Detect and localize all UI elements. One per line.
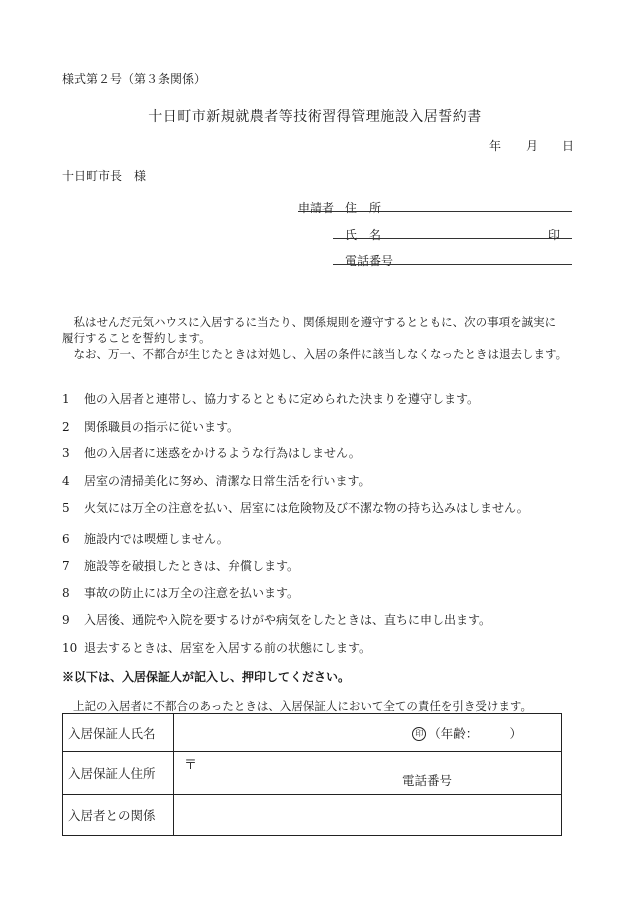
guarantor-address-field[interactable] — [174, 752, 562, 795]
item-number: 4 — [62, 474, 70, 488]
postal-mark-icon: 〒 — [184, 758, 198, 773]
guarantor-relation-field[interactable] — [174, 795, 562, 836]
table-row — [63, 795, 562, 836]
item-number: 10 — [62, 641, 78, 655]
guarantor-name-label: 入居保証人氏名 — [63, 714, 174, 752]
item-text: 事故の防止には万全の注意を払います。 — [84, 586, 300, 600]
list-item — [62, 472, 371, 489]
item-text: 施設等を破損したときは、弁償します。 — [84, 559, 300, 573]
item-text: 居室の清掃美化に努め、清潔な日常生活を行います。 — [84, 474, 371, 488]
applicant-name-label: 氏 名 — [345, 228, 382, 242]
applicant-address-label: 住 所 — [345, 201, 382, 215]
applicant-address-line[interactable] — [298, 211, 572, 212]
item-text: 入居後、通院や入院を要するけがや病気をしたときは、直ちに申し出ます。 — [84, 613, 492, 627]
table-row — [63, 714, 562, 752]
item-number: 8 — [62, 586, 70, 600]
list-item — [62, 611, 491, 628]
item-text: 退去するときは、居室を入居する前の状態にします。 — [84, 641, 372, 655]
item-number: 3 — [62, 446, 70, 460]
item-number: 2 — [62, 420, 70, 434]
intro-line-1: 私はせんだ元気ハウスに入居するに当たり、関係規則を遵守するとともに、次の事項を誠実に — [62, 315, 557, 329]
guarantor-name-field[interactable] — [174, 714, 562, 752]
list-item — [62, 530, 229, 547]
date-year-label: 年 — [489, 139, 502, 153]
item-text: 他の入居者と連帯し、協力するとともに定められた決まりを遵守します。 — [84, 392, 480, 406]
guarantor-relation-label: 入居者との関係 — [63, 795, 174, 836]
table-row — [63, 752, 562, 795]
list-item — [62, 390, 479, 407]
guarantor-age-label: （年齢： ） — [428, 725, 522, 741]
guarantor-phone-label: 電話番号 — [402, 773, 453, 788]
item-number: 7 — [62, 559, 70, 573]
form-number: 様式第２号（第３条関係） — [62, 72, 207, 86]
addressee: 十日町市長 様 — [62, 169, 147, 183]
item-number: 6 — [62, 532, 70, 546]
list-item — [62, 418, 239, 435]
intro-line-2: 履行することを誓約します。 — [62, 331, 211, 345]
list-item — [62, 444, 361, 461]
guarantor-note: ※以下は、入居保証人が記入し、押印してください。 — [62, 670, 351, 684]
item-text: 関係職員の指示に従います。 — [84, 420, 240, 434]
date-month-label: 月 — [526, 139, 539, 153]
list-item — [62, 499, 529, 516]
seal-icon: 印 — [412, 727, 426, 741]
applicant-phone-line[interactable] — [333, 264, 572, 265]
item-text: 火気には万全の注意を払い、居室には危険物及び不潔な物の持ち込みはしません。 — [84, 501, 529, 515]
item-number: 1 — [62, 392, 70, 406]
item-text: 施設内では喫煙しません。 — [84, 532, 229, 546]
list-item — [62, 584, 299, 601]
intro-line-3: なお、万一、不都合が生じたときは対処し、入居の条件に該当しなくなったときは退去します。 — [62, 347, 568, 361]
applicant-phone-label: 電話番号 — [345, 254, 394, 268]
list-item — [62, 639, 371, 656]
document-title: 十日町市新規就農者等技術習得管理施設入居誓約書 — [148, 109, 482, 125]
list-item — [62, 557, 299, 574]
guarantor-table — [62, 713, 562, 836]
applicant-heading: 申請者 — [298, 201, 335, 215]
applicant-name-line[interactable] — [333, 238, 572, 239]
item-number: 5 — [62, 501, 70, 515]
item-text: 他の入居者に迷惑をかけるような行為はしません。 — [84, 446, 361, 460]
guarantor-address-label: 入居保証人住所 — [63, 752, 174, 795]
item-number: 9 — [62, 613, 70, 627]
date-day-label: 日 — [562, 139, 575, 153]
guarantor-statement: 上記の入居者に不都合のあったときは、入居保証人において全ての責任を引き受けます。 — [73, 699, 532, 713]
applicant-seal-mark: 印 — [548, 228, 561, 242]
